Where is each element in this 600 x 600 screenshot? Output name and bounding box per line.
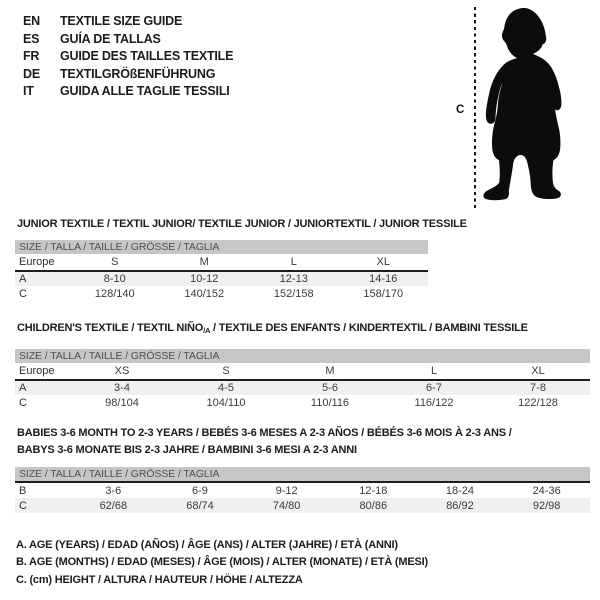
title-subscript: /A — [203, 326, 211, 335]
junior-size-table — [15, 254, 428, 301]
size-value-cell: 68/74 — [186, 499, 214, 512]
table-row — [15, 483, 590, 498]
title-part: CHILDREN'S TEXTILE / TEXTIL NIÑO — [17, 322, 204, 334]
childrens-size-table — [15, 363, 590, 410]
measure-legend — [16, 537, 428, 589]
size-value-cell: 3-6 — [105, 484, 122, 497]
size-value-cell: 12-18 — [359, 484, 388, 497]
language-row-de — [23, 66, 233, 84]
size-value-cell: 5-6 — [322, 382, 338, 394]
row-label-cell: C — [19, 396, 27, 409]
babies-table-title-line1: BABIES 3-6 MONTH TO 2-3 YEARS / BEBÉS 3-6 MESES A 2-3 AÑOS / BÉBÉS 3-6 MOIS À 2-3 ANS / — [17, 427, 512, 439]
height-measure-label: C — [456, 104, 465, 116]
row-label-cell: C — [19, 499, 27, 512]
size-value-cell: 6-7 — [426, 382, 442, 394]
language-code: IT — [23, 84, 34, 99]
size-header-bar: SIZE / TALLA / TAILLE / GRÖSSE / TAGLIA — [15, 349, 590, 363]
size-value-cell: 10-12 — [190, 273, 219, 285]
junior-textile-section — [15, 218, 467, 301]
row-label-cell: B — [19, 484, 27, 497]
table-row — [15, 286, 428, 301]
row-label-cell: A — [19, 382, 27, 394]
size-value-cell: 14-16 — [369, 273, 398, 285]
size-value-cell: 116/122 — [414, 396, 454, 409]
size-value-cell: XS — [70, 363, 174, 380]
childrens-textile-section — [15, 322, 590, 410]
size-value-cell: 6-9 — [192, 484, 208, 497]
size-value-cell: 18-24 — [445, 484, 475, 497]
table-row — [15, 380, 590, 395]
language-row-it — [23, 83, 233, 101]
language-code: DE — [23, 66, 40, 81]
row-label-cell: Europe — [15, 363, 70, 380]
language-title: GUIDE DES TAILLES TEXTILE — [60, 49, 234, 64]
language-title: TEXTILGRÖßENFÜHRUNG — [60, 66, 216, 81]
size-value-cell: 62/68 — [99, 499, 128, 512]
row-label-cell: Europe — [15, 254, 70, 271]
size-value-cell: 122/128 — [518, 396, 558, 409]
table-row — [15, 498, 590, 513]
row-label-cell: A — [19, 273, 27, 285]
language-title: TEXTILE SIZE GUIDE — [60, 14, 183, 28]
childrens-table-title — [15, 322, 590, 337]
language-row-en — [23, 13, 233, 31]
baby-silhouette-icon — [479, 6, 571, 208]
language-title: GUIDA ALLE TAGLIE TESSILI — [60, 84, 230, 99]
size-value-cell: 158/170 — [363, 287, 404, 300]
table-row — [15, 363, 590, 380]
size-value-cell: XL — [339, 254, 429, 271]
size-value-cell: 140/152 — [184, 287, 225, 300]
legend-line-c: C. (cm) HEIGHT / ALTURA / HAUTEUR / HÖHE / ALTEZZA — [16, 573, 303, 586]
language-title: GUÍA DE TALLAS — [60, 31, 161, 46]
language-row-fr — [23, 48, 233, 66]
table-row — [15, 271, 428, 286]
size-value-cell: S — [174, 363, 278, 380]
language-list — [23, 13, 233, 101]
size-value-cell: L — [382, 363, 486, 380]
size-value-cell: 110/116 — [310, 396, 350, 409]
size-value-cell: 152/158 — [273, 287, 314, 300]
height-measure-dotted-line — [474, 7, 476, 208]
legend-line-a: A. AGE (YEARS) / EDAD (AÑOS) / ÂGE (ANS) / ALTER (JAHRE) / ETÀ (ANNI) — [16, 539, 398, 551]
size-value-cell: 9-12 — [275, 484, 298, 497]
babies-table-title-line2: BABYS 3-6 MONATE BIS 2-3 JAHRE / BAMBINI 3-6 MESI A 2-3 ANNI — [17, 444, 357, 456]
junior-table-title: JUNIOR TEXTILE / TEXTIL JUNIOR/ TEXTILE JUNIOR / JUNIORTEXTIL / JUNIOR TESSILE — [17, 218, 467, 230]
size-value-cell: XL — [486, 363, 590, 380]
legend-line-b: B. AGE (MONTHS) / EDAD (MESES) / ÂGE (MOIS) / ALTER (MONATE) / ETÀ (MESI) — [16, 556, 428, 569]
size-header-bar: SIZE / TALLA / TAILLE / GRÖSSE / TAGLIA — [15, 240, 428, 254]
size-value-cell: 24-36 — [532, 484, 561, 497]
babies-size-table — [15, 483, 590, 513]
row-label-cell: C — [19, 287, 27, 300]
table-row — [15, 254, 428, 271]
size-value-cell: 12-13 — [279, 273, 308, 285]
language-code: EN — [23, 14, 40, 28]
size-value-cell: 86/92 — [446, 499, 474, 512]
size-value-cell: 104/110 — [206, 396, 246, 409]
title-part: / TEXTILE DES ENFANTS / KINDERTEXTIL / BAMBINI TESSILE — [210, 322, 528, 334]
babies-textile-section — [15, 425, 590, 513]
size-value-cell: L — [249, 254, 339, 271]
size-value-cell: 3-4 — [114, 382, 130, 394]
language-code: FR — [23, 49, 40, 64]
size-value-cell: 4-5 — [218, 382, 234, 394]
language-code: ES — [23, 31, 40, 46]
size-value-cell: M — [278, 363, 382, 380]
table-row — [15, 395, 590, 410]
size-value-cell: 98/104 — [105, 396, 139, 409]
size-value-cell: 7-8 — [530, 382, 546, 394]
language-row-es — [23, 31, 233, 49]
size-value-cell: S — [70, 254, 160, 271]
size-value-cell: 74/80 — [272, 499, 301, 512]
size-value-cell: 80/86 — [359, 499, 388, 512]
size-value-cell: 8-10 — [103, 273, 126, 285]
size-value-cell: 92/98 — [532, 499, 561, 512]
size-header-bar: SIZE / TALLA / TAILLE / GRÖSSE / TAGLIA — [15, 467, 590, 483]
size-value-cell: M — [160, 254, 250, 271]
size-value-cell: 128/140 — [94, 287, 135, 300]
